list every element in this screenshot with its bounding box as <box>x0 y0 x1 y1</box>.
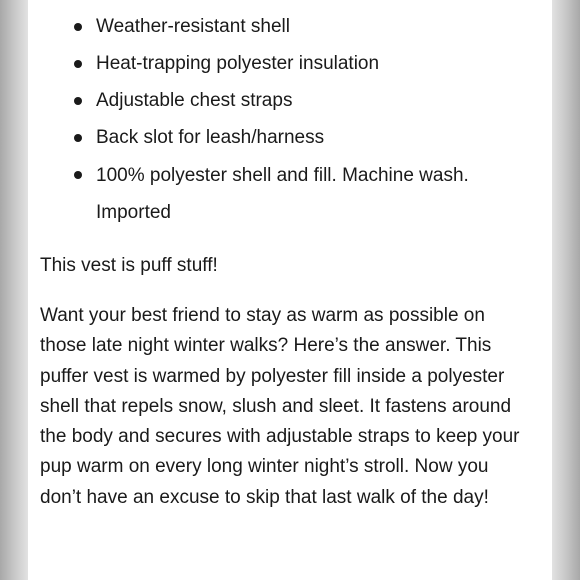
feature-text: 100% polyester shell and fill. Machine wash. Imported <box>96 165 469 223</box>
tagline-text: This vest is puff stuff! <box>40 255 218 276</box>
right-background-edge <box>552 0 580 580</box>
feature-text: Back slot for leash/harness <box>96 127 325 148</box>
feature-list <box>40 0 530 231</box>
bullet-icon <box>74 23 82 31</box>
feature-item <box>40 157 530 231</box>
bullet-icon <box>74 97 82 105</box>
feature-item <box>40 49 530 79</box>
feature-text: Adjustable chest straps <box>96 90 293 111</box>
bullet-icon <box>74 60 82 68</box>
feature-item <box>40 12 530 42</box>
product-description-panel <box>28 0 552 580</box>
feature-text: Heat-trapping polyester insulation <box>96 53 380 74</box>
feature-item <box>40 123 530 153</box>
left-background-edge <box>0 0 28 580</box>
feature-item <box>40 86 530 116</box>
description-text: Want your best friend to stay as warm as possible on those late night winter walks? Here’s the answer. This puffer vest is warmed by polyester fill inside a polyester shell that repels snow, slush and sleet. It fastens around the body and secures with adjustable straps to keep your pup warm on every long winter night’s stroll. Now you don’t have an excuse to skip that last walk of the day! <box>40 305 520 508</box>
bullet-icon <box>74 134 82 142</box>
feature-text: Weather-resistant shell <box>96 16 290 37</box>
bullet-icon <box>74 171 82 179</box>
